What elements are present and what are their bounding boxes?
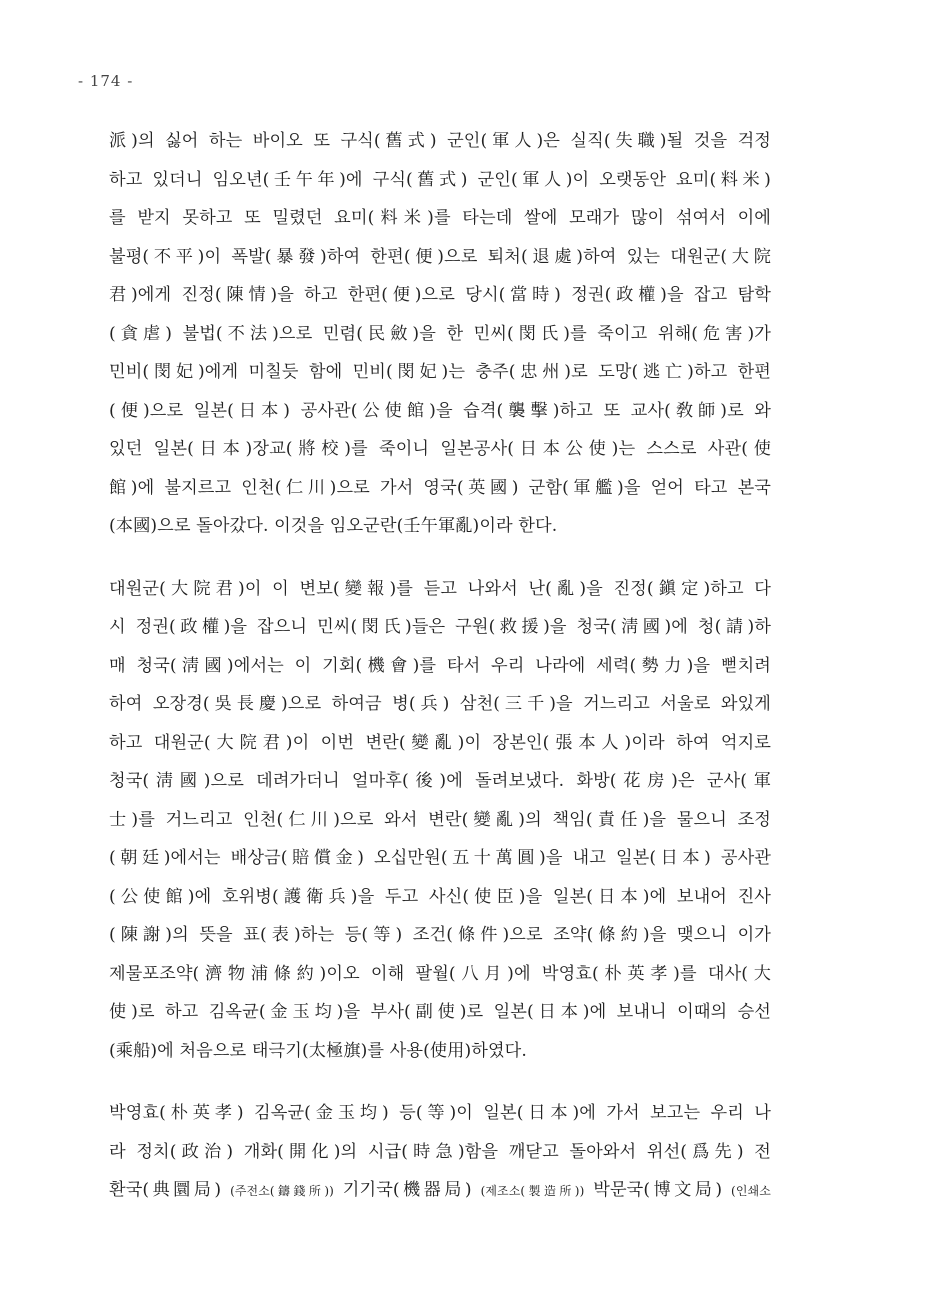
page-number: - 174 - — [78, 72, 134, 90]
text-line: 館)에 불지르고 인천(仁川)으로 가서 영국(英國) 군함(軍艦)을 얻어 타고 본국 — [109, 477, 771, 498]
text-line: 하고 있더니 임오년(壬午年)에 구식(舊式) 군인(軍人)이 오랫동안 요미(料米) — [109, 169, 771, 190]
text-line: (陳謝)의 뜻을 표(表)하는 등(等) 조건(條件)으로 조약(條約)을 맺으니 이가 — [109, 925, 771, 945]
inline-note: (주전소(鑄錢所)) — [230, 1184, 334, 1198]
text-line: 매 청국(淸國)에서는 이 기회(機會)를 타서 우리 나라에 세력(勢力)을 뻗치려 — [109, 655, 771, 676]
text-line: 君)에게 진정(陳情)을 하고 한편(便)으로 당시(當時) 정권(政權)을 잡고 탐학 — [109, 285, 771, 305]
paragraph-2 — [109, 570, 771, 1071]
text-line: 士)를 거느리고 인천(仁川)으로 와서 변란(變亂)의 책임(責任)을 물으니 조정 — [109, 809, 771, 830]
text-line: (便)으로 일본(日本) 공사관(公使館)을 습격(襲擊)하고 또 교사(敎師)로 와 — [109, 400, 771, 421]
line-text: 박문국(博文局) — [593, 1180, 723, 1200]
text-line: 불평(不平)이 폭발(暴發)하여 한편(便)으로 퇴처(退處)하여 있는 대원군(大院 — [109, 246, 771, 267]
text-line: 청국(淸國)으로 데려가더니 얼마후(後)에 돌려보냈다. 화방(花房)은 군사(軍 — [109, 771, 771, 791]
inline-note: (제조소(製造所)) — [480, 1184, 585, 1198]
text-line: 하고 대원군(大院君)이 이번 변란(變亂)이 장본인(張本人)이라 하여 억지로 — [109, 732, 771, 753]
text-line: 使)로 하고 김옥균(金玉均)을 부사(副使)로 일본(日本)에 보내니 이때의 승선 — [109, 1002, 771, 1022]
text-line: (貪虐) 불법(不法)으로 민렴(民斂)을 한 민씨(閔氏)를 죽이고 위해(危害)가 — [109, 323, 771, 344]
text-line: 하여 오장경(吳長慶)으로 하여금 병(兵) 삼천(三千)을 거느리고 서울로 와있게 — [109, 694, 771, 714]
line-text: 기기국(機器局) — [342, 1180, 472, 1200]
text-line: (朝廷)에서는 배상금(賠償金) 오십만원(五十萬圓)을 내고 일본(日本) 공사관 — [109, 848, 771, 868]
text-line: 시 정권(政權)을 잡으니 민씨(閔氏)들은 구원(救援)을 청국(淸國)에 청(請)하 — [109, 617, 771, 637]
text-line: 대원군(大院君)이 이 변보(變報)를 듣고 나와서 난(亂)을 진정(鎭定)하고 다 — [109, 578, 771, 599]
text-line: 라 정치(政治) 개화(開化)의 시급(時急)함을 깨닫고 돌아와서 위선(爲先) 전 — [109, 1141, 771, 1162]
document-body — [109, 122, 771, 1234]
text-line: 박영효(朴英孝) 김옥균(金玉均) 등(等)이 일본(日本)에 가서 보고는 우리 나 — [109, 1103, 771, 1123]
paragraph-3 — [109, 1094, 771, 1210]
text-line: (本國)으로 돌아갔다. 이것을 임오군란(壬午軍亂)이라 한다. — [109, 516, 558, 536]
line-text: 환국(典圜局) — [109, 1180, 222, 1200]
text-line: 제물포조약(濟物浦條約)이오 이해 팔월(八月)에 박영효(朴英孝)를 대사(大 — [109, 963, 771, 984]
text-line: 있던 일본(日本)장교(將校)를 죽이니 일본공사(日本公使)는 스스로 사관(使 — [109, 439, 771, 459]
text-line: 민비(閔妃)에게 미칠듯 함에 민비(閔妃)는 충주(忠州)로 도망(逃亡)하고 한편 — [109, 362, 771, 382]
paragraph-1 — [109, 122, 771, 546]
inline-note: (인쇄소 — [731, 1184, 771, 1198]
text-line: 派)의 싫어 하는 바이오 또 구식(舊式) 군인(軍人)은 실직(失職)될 것을 걱정 — [109, 131, 771, 151]
text-line: (乘船)에 처음으로 태극기(太極旗)를 사용(使用)하였다. — [109, 1040, 527, 1061]
text-line-with-notes — [109, 1171, 771, 1210]
text-line: (公使館)에 호위병(護衛兵)을 두고 사신(使臣)을 일본(日本)에 보내어 진사 — [109, 886, 771, 907]
text-line: 를 받지 못하고 또 밀렸던 요미(料米)를 타는데 쌀에 모래가 많이 섞여서 이에 — [109, 208, 771, 228]
